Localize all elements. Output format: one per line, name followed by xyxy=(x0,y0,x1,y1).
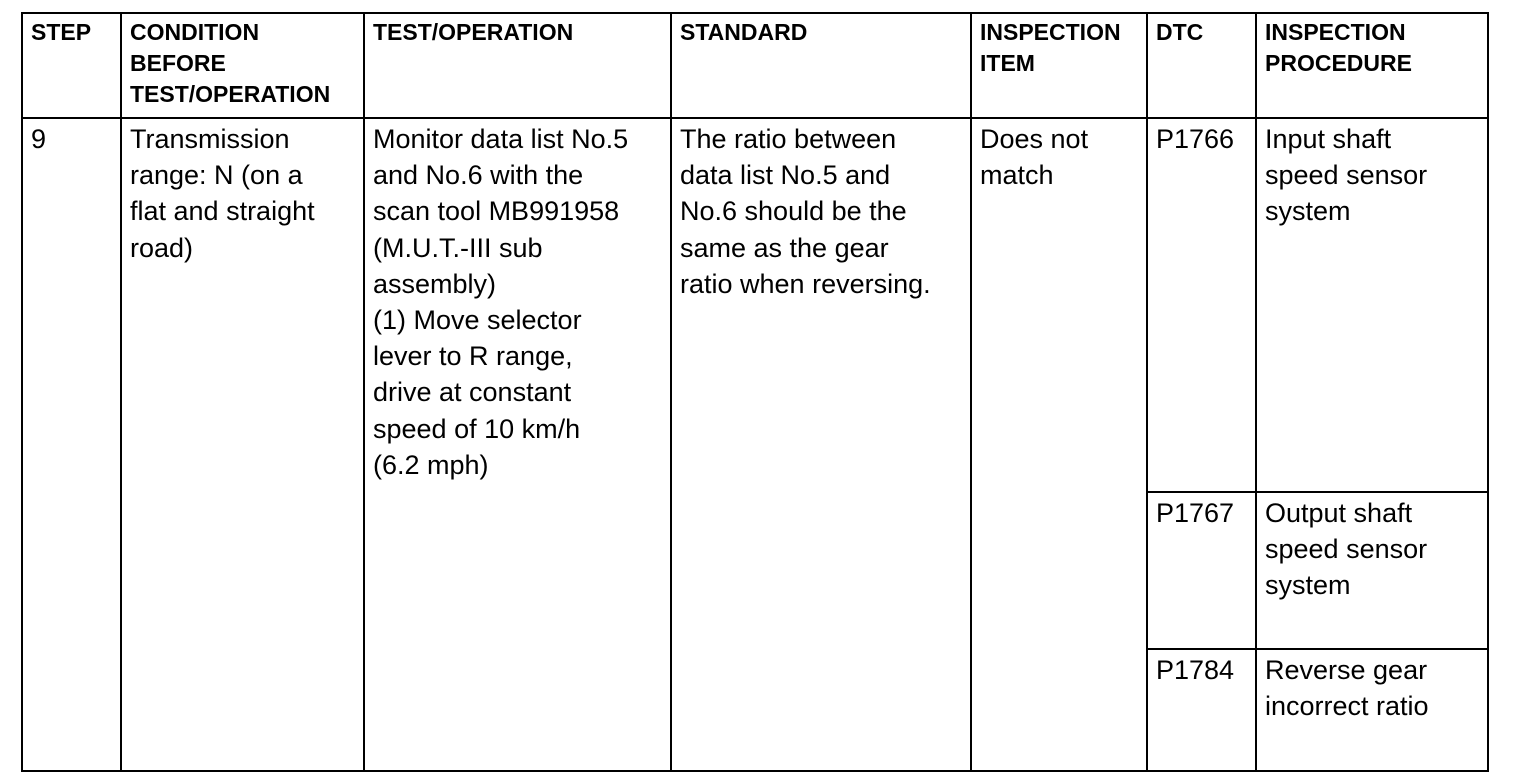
header-inspection-procedure: INSPECTION PROCEDURE xyxy=(1256,13,1488,118)
header-test-operation: TEST/OPERATION xyxy=(364,13,671,118)
header-condition: CONDITION BEFORE TEST/OPERATION xyxy=(121,13,364,118)
step-cell: 9 xyxy=(22,118,121,771)
inspection-item-cell: Does not match xyxy=(971,118,1147,771)
test-operation-cell: Monitor data list No.5 and No.6 with the scan tool MB991958 (M.U.T.-III sub assembly) (1) Move selector lever to R range, drive at constant speed of 10 km/h (6.2 mph) xyxy=(364,118,671,771)
header-standard: STANDARD xyxy=(671,13,971,118)
table-row xyxy=(22,118,1488,492)
header-dtc: DTC xyxy=(1147,13,1256,118)
condition-cell: Transmission range: N (on a flat and straight road) xyxy=(121,118,364,771)
inspection-procedure-cell: Input shaft speed sensor system xyxy=(1256,118,1488,492)
header-inspection-item: INSPECTION ITEM xyxy=(971,13,1147,118)
inspection-procedure-cell: Output shaft speed sensor system xyxy=(1256,492,1488,649)
header-row xyxy=(22,13,1488,118)
dtc-code-cell: P1784 xyxy=(1147,649,1256,771)
inspection-table xyxy=(21,12,1489,772)
standard-cell: The ratio between data list No.5 and No.6 should be the same as the gear ratio when reversing. xyxy=(671,118,971,771)
dtc-code-cell: P1767 xyxy=(1147,492,1256,649)
inspection-procedure-cell: Reverse gear incorrect ratio xyxy=(1256,649,1488,771)
header-step: STEP xyxy=(22,13,121,118)
dtc-code-cell: P1766 xyxy=(1147,118,1256,492)
